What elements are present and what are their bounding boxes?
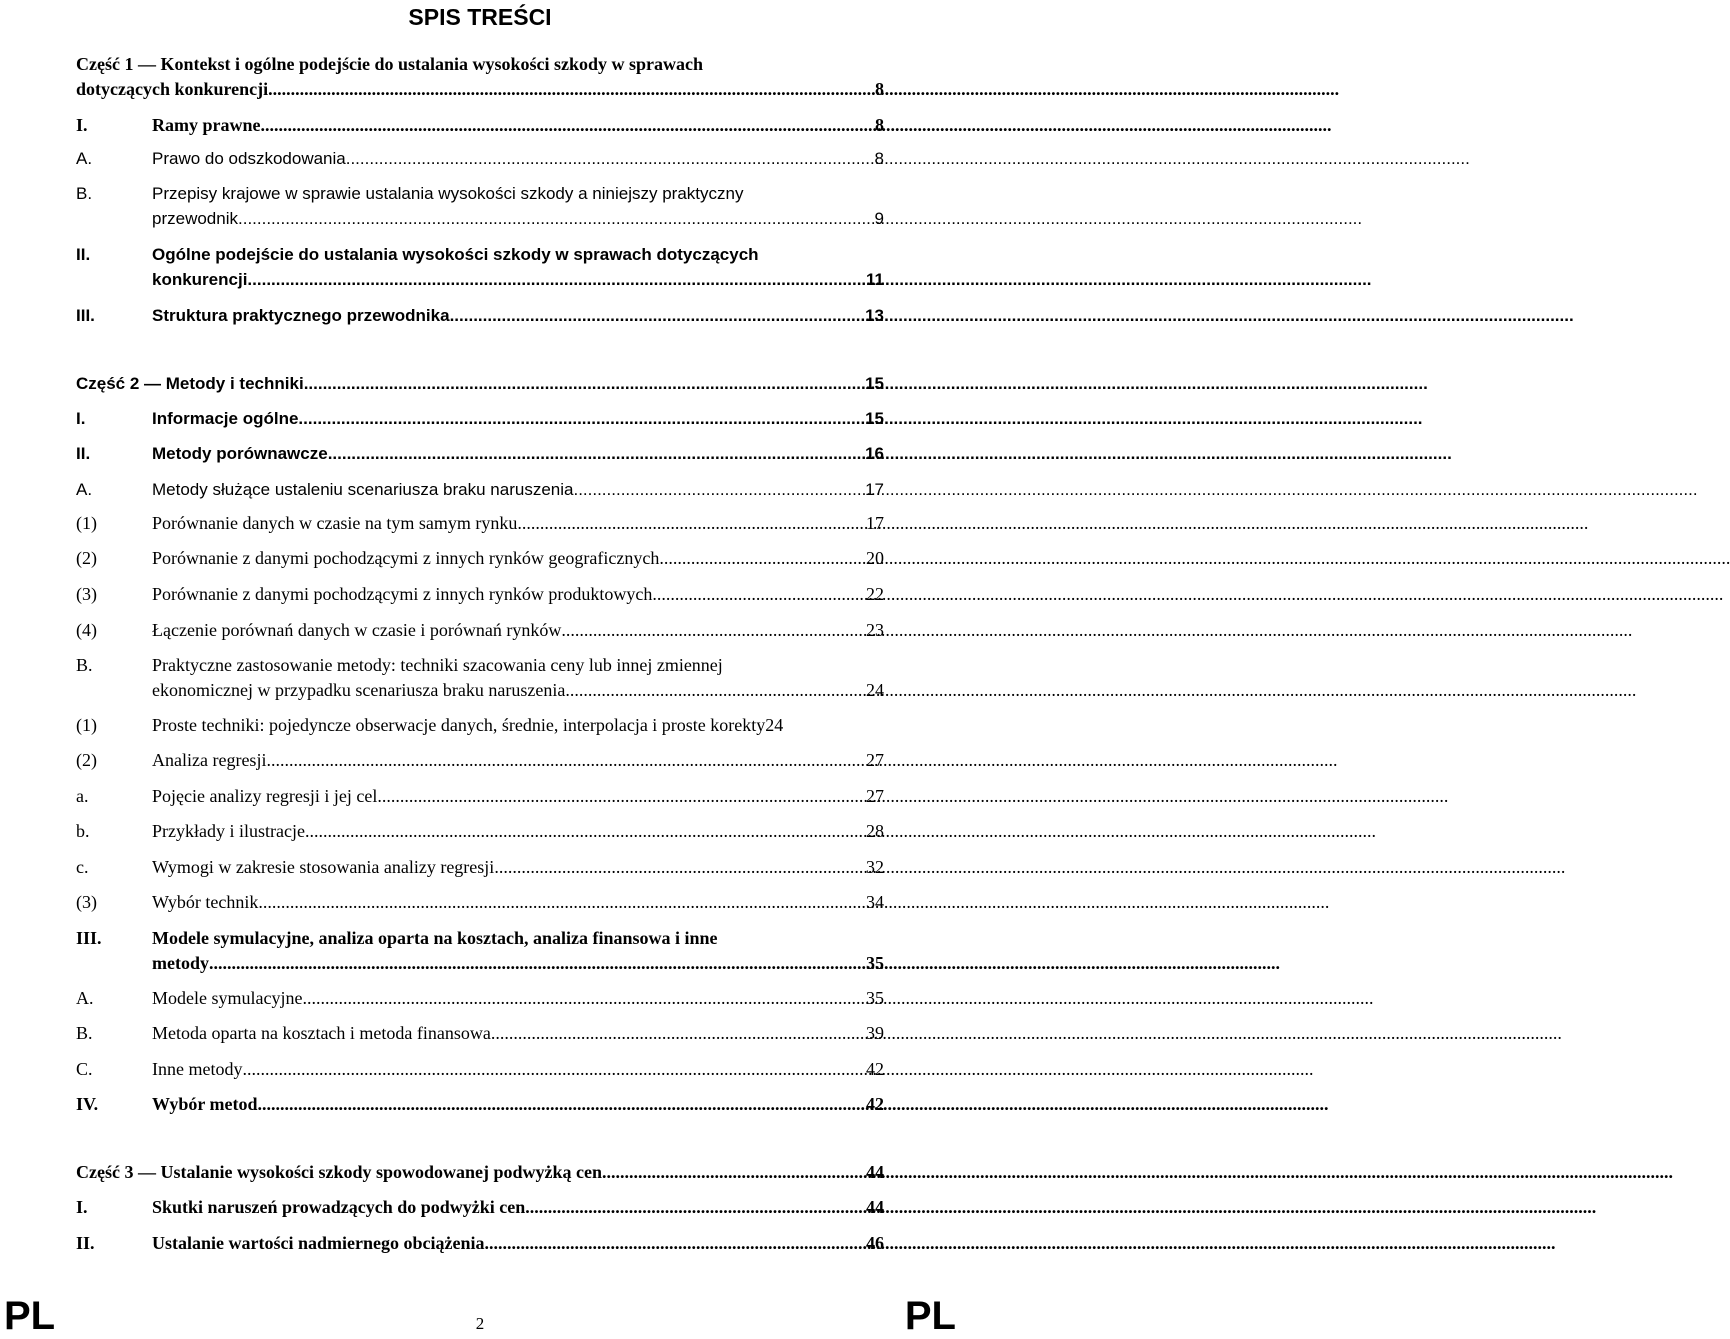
toc-entry-text: Skutki naruszeń prowadzących do podwyżki cen — [152, 1197, 526, 1217]
toc-entry-page: 24 — [765, 715, 784, 735]
toc-entry-text: Metoda oparta na kosztach i metoda finansowa — [152, 1023, 491, 1043]
toc-entry-page: 27 — [866, 750, 884, 770]
toc-entry[interactable] — [76, 890, 884, 915]
toc-entry-page: 44 — [866, 1162, 884, 1182]
toc-entry-text: przewodnik — [152, 209, 238, 228]
toc-entry-text: ekonomicznej w przypadku scenariusza braku naruszenia — [152, 680, 566, 700]
toc-entry[interactable] — [76, 406, 884, 431]
toc-entry-page: 35 — [866, 988, 884, 1008]
footer-language-left: PL — [4, 1294, 56, 1338]
toc-entry[interactable] — [76, 511, 884, 536]
toc-entry-text: Ogólne podejście do ustalania wysokości szkody w sprawach dotyczących — [152, 245, 759, 264]
toc-entry-number: I. — [76, 115, 88, 135]
page-title: SPIS TREŚCI — [408, 4, 552, 30]
toc-entry-page: 16 — [865, 444, 884, 463]
toc-entry-page: 42 — [866, 1059, 884, 1079]
toc-entry-text: Modele symulacyjne — [152, 988, 303, 1008]
toc-entry-text: Pojęcie analizy regresji i jej cel — [152, 786, 378, 806]
toc-entry-number: B. — [76, 655, 93, 675]
toc-entry-text: Porównanie z danymi pochodzącymi z innych rynków produktowych — [152, 584, 653, 604]
toc-entry-number: (3) — [76, 584, 97, 604]
toc-entry-page: 46 — [866, 1233, 884, 1253]
toc-entry-page: 8 — [875, 79, 884, 99]
toc-entry[interactable] — [76, 1231, 884, 1256]
toc-entry-number: I. — [76, 1197, 88, 1217]
toc-entry-page: 11 — [866, 270, 884, 289]
toc-entry-number: A. — [76, 988, 94, 1008]
toc-entry[interactable] — [76, 582, 884, 607]
toc-entry[interactable] — [76, 113, 884, 138]
toc-entry-page: 32 — [866, 857, 884, 877]
toc-entry-number: C. — [76, 1059, 93, 1079]
toc-entry[interactable] — [76, 618, 884, 643]
footer-language-right: PL — [904, 1294, 956, 1338]
toc-entry[interactable] — [76, 926, 884, 976]
toc-entry-number: IV. — [76, 1094, 99, 1114]
toc-entry-number: c. — [76, 857, 89, 877]
toc-entry-text: Część 2 — Metody i techniki — [76, 374, 304, 393]
toc-entry-number: (1) — [76, 715, 97, 735]
toc-entry-page: 24 — [866, 680, 884, 700]
toc-entry-text: konkurencji — [152, 270, 248, 289]
toc-entry-number: A. — [76, 149, 93, 168]
toc-entry[interactable] — [76, 1021, 884, 1046]
toc-entry-text: Ramy prawne — [152, 115, 261, 135]
toc-entry[interactable] — [76, 546, 884, 571]
footer-page-number: 2 — [475, 1314, 485, 1333]
toc-entry-page: 20 — [866, 548, 884, 568]
toc-entry-page: 17 — [866, 513, 884, 533]
toc-entry[interactable] — [76, 855, 884, 880]
toc-entry-page: 35 — [866, 953, 884, 973]
toc-entry-text: metody — [152, 953, 209, 973]
toc-entry[interactable] — [76, 653, 884, 703]
toc-entry[interactable] — [76, 181, 884, 231]
toc-entry-text: Struktura praktycznego przewodnika — [152, 306, 450, 325]
toc-entry-page: 34 — [866, 892, 884, 912]
toc-entry-text: Modele symulacyjne, analiza oparta na kosztach, analiza finansowa i inne — [152, 928, 718, 948]
toc-entry[interactable] — [76, 303, 884, 328]
toc-entry-page: 15 — [865, 374, 884, 393]
toc-entry-number: III. — [76, 928, 102, 948]
toc-entry[interactable] — [76, 242, 884, 292]
toc-entry-number: II. — [76, 245, 91, 264]
toc-entry-page: 27 — [866, 786, 884, 806]
toc-entry-text: Metody służące ustaleniu scenariusza braku naruszenia — [152, 480, 574, 499]
toc-entry[interactable] — [76, 1195, 884, 1220]
toc-entry[interactable] — [76, 1057, 884, 1082]
toc-entry-page: 8 — [875, 115, 884, 135]
toc-entry[interactable] — [76, 477, 884, 502]
toc-entry[interactable] — [76, 784, 884, 809]
toc-entry-page: 44 — [866, 1197, 884, 1217]
toc-entry[interactable] — [76, 748, 884, 773]
toc-entry-page: 17 — [865, 480, 884, 499]
toc-entry-text: Ustalanie wartości nadmiernego obciążenia — [152, 1233, 485, 1253]
toc-entry[interactable] — [76, 713, 906, 738]
toc-entry-number: III. — [76, 306, 95, 325]
toc-entry-number: b. — [76, 821, 90, 841]
toc-entry-number: (3) — [76, 892, 97, 912]
toc-entry-text: Przykłady i ilustracje — [152, 821, 305, 841]
toc-entry-page: 15 — [865, 409, 884, 428]
toc-entry-number: B. — [76, 184, 93, 203]
toc-entry[interactable] — [76, 146, 884, 171]
toc-entry-number: a. — [76, 786, 89, 806]
toc-entry[interactable] — [76, 441, 884, 466]
toc-entry-page: 28 — [866, 821, 884, 841]
toc-entry-text: Część 3 — Ustalanie wysokości szkody spowodowanej podwyżką cen — [76, 1162, 603, 1182]
toc-entry-text: Praktyczne zastosowanie metody: techniki szacowania ceny lub innej zmiennej — [152, 655, 723, 675]
toc-entry-text: Porównanie z danymi pochodzącymi z innych rynków geograficznych — [152, 548, 660, 568]
toc-entry[interactable] — [76, 371, 884, 396]
toc-entry[interactable] — [76, 986, 884, 1011]
toc-entry[interactable] — [76, 1092, 884, 1117]
toc-entry-text: Przepisy krajowe w sprawie ustalania wysokości szkody a niniejszy praktyczny — [152, 184, 744, 203]
toc-entry-number: II. — [76, 1233, 95, 1253]
toc-entry-text: Inne metody — [152, 1059, 243, 1079]
toc-entry-number: A. — [76, 480, 93, 499]
toc-entry-text: Proste techniki: pojedyncze obserwacje danych, średnie, interpolacja i proste korekty — [152, 715, 766, 735]
toc-entry-number: II. — [76, 444, 91, 463]
toc-entry-number: I. — [76, 409, 86, 428]
toc-entry-text: dotyczących konkurencji — [76, 79, 269, 99]
toc-entry-page: 23 — [866, 620, 884, 640]
toc-entry-page: 9 — [874, 209, 884, 228]
toc-entry-number: (4) — [76, 620, 97, 640]
toc-entry-text: Wymogi w zakresie stosowania analizy regresji — [152, 857, 495, 877]
toc-entry-text: Informacje ogólne — [152, 409, 299, 428]
toc-entry-page: 13 — [865, 306, 884, 325]
toc-entry-number: (2) — [76, 750, 97, 770]
toc-entry[interactable] — [76, 1160, 884, 1185]
toc-entry-text: Wybór metod — [152, 1094, 258, 1114]
toc-entry-number: (2) — [76, 548, 97, 568]
toc-entry-page: 22 — [866, 584, 884, 604]
toc-entry-number: (1) — [76, 513, 97, 533]
toc-entry-text: Analiza regresji — [152, 750, 267, 770]
toc-entry-text: Łączenie porównań danych w czasie i porównań rynków — [152, 620, 562, 640]
toc-entry[interactable] — [76, 52, 884, 102]
toc-entry-page: 8 — [874, 149, 884, 168]
toc-entry-text: Metody porównawcze — [152, 444, 328, 463]
toc-entry-text: Część 1 — Kontekst i ogólne podejście do ustalania wysokości szkody w sprawach — [76, 54, 704, 74]
toc-entry-text: Porównanie danych w czasie na tym samym rynku — [152, 513, 518, 533]
toc-entry-number: B. — [76, 1023, 93, 1043]
toc-entry-text: Wybór technik — [152, 892, 259, 912]
toc-entry-page: 39 — [866, 1023, 884, 1043]
toc-entry-text: Prawo do odszkodowania — [152, 149, 346, 168]
toc-entry-page: 42 — [866, 1094, 884, 1114]
toc-entry[interactable] — [76, 819, 884, 844]
